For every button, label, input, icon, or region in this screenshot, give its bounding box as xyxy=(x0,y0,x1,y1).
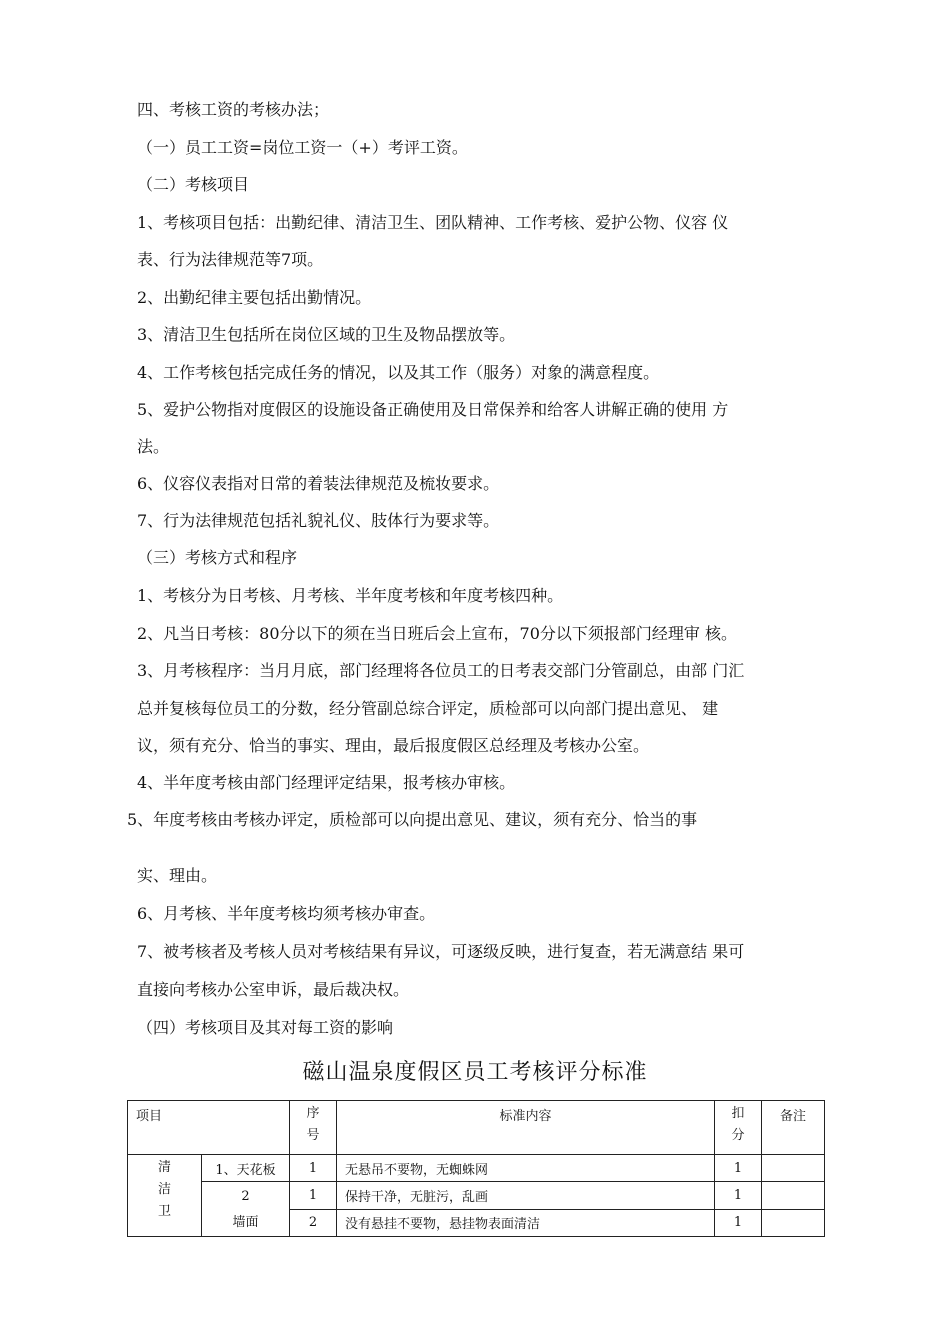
category-cell: 清 洁 卫 xyxy=(128,1155,202,1237)
paragraph: 直接向考核办公室申诉，最后裁决权。 xyxy=(137,980,410,999)
paragraph: 四、考核工资的考核办法； xyxy=(137,100,330,119)
row-content: 无悬吊不要物，无蜘蛛网 xyxy=(337,1155,715,1182)
row-remark xyxy=(762,1209,825,1237)
row-deduct: 1 xyxy=(715,1155,762,1182)
paragraph: 2、出勤纪律主要包括出勤情况。 xyxy=(137,288,372,307)
row-remark xyxy=(762,1182,825,1210)
paragraph: 7、被考核者及考核人员对考核结果有异议，可逐级反映，进行复查，若无满意结 果可 xyxy=(137,942,745,961)
header-item: 项目 xyxy=(128,1101,290,1155)
paragraph: 6、月考核、半年度考核均须考核办审查。 xyxy=(137,904,436,923)
paragraph: 表、行为法律规范等7项。 xyxy=(137,250,324,269)
paragraph: 4、工作考核包括完成任务的情况，以及其工作（服务）对象的满意程度。 xyxy=(137,363,660,382)
paragraph: （四）考核项目及其对每工资的影响 xyxy=(137,1018,394,1037)
row-deduct: 1 xyxy=(715,1182,762,1210)
header-remark: 备注 xyxy=(762,1101,825,1155)
header-content: 标准内容 xyxy=(337,1101,715,1155)
table-row xyxy=(128,1155,825,1182)
paragraph: 4、半年度考核由部门经理评定结果，报考核办审核。 xyxy=(137,773,516,792)
table-row xyxy=(128,1182,825,1210)
paragraph: （一）员工工资=岗位工资一（+）考评工资。 xyxy=(137,138,468,157)
paragraph: 2、凡当日考核：80分以下的须在当日班后会上宣布，70分以下须报部门经理审 核。 xyxy=(137,624,737,643)
paragraph: 总并复核每位员工的分数，经分管副总综合评定，质检部可以向部门提出意见、 建 xyxy=(137,699,719,718)
paragraph: 5、爱护公物指对度假区的设施设备正确使用及日常保养和给客人讲解正确的使用 方 xyxy=(137,400,729,419)
paragraph: 1、考核分为日考核、月考核、半年度考核和年度考核四种。 xyxy=(137,586,564,605)
row-content: 没有悬挂不要物，悬挂物表面清洁 xyxy=(337,1209,715,1237)
paragraph: 6、仪容仪表指对日常的着装法律规范及梳妆要求。 xyxy=(137,474,500,493)
row-remark xyxy=(762,1155,825,1182)
paragraph: 5、年度考核由考核办评定，质检部可以向提出意见、建议，须有充分、恰当的事 xyxy=(127,810,698,829)
paragraph: 实、理由。 xyxy=(137,866,218,885)
subcategory-wall: 2 墙面 xyxy=(202,1182,290,1237)
paragraph: 3、月考核程序：当月月底，部门经理将各位员工的日考表交部门分管副总，由部 门汇 xyxy=(137,661,745,680)
header-deduct: 扣 分 xyxy=(715,1101,762,1155)
table-header-row xyxy=(128,1101,825,1155)
row-seq: 1 xyxy=(290,1155,337,1182)
row-deduct: 1 xyxy=(715,1209,762,1237)
paragraph: 法。 xyxy=(137,437,170,456)
header-seq: 序 号 xyxy=(290,1101,337,1155)
subcategory-ceiling: 1、天花板 xyxy=(202,1155,290,1182)
paragraph: 1、考核项目包括：出勤纪律、清洁卫生、团队精神、工作考核、爱护公物、仪容 仪 xyxy=(137,213,729,232)
paragraph: （三）考核方式和程序 xyxy=(137,548,298,567)
paragraph: 3、清洁卫生包括所在岗位区域的卫生及物品摆放等。 xyxy=(137,325,516,344)
row-seq: 1 xyxy=(290,1182,337,1210)
paragraph: （二）考核项目 xyxy=(137,175,250,194)
scoring-table xyxy=(127,1100,825,1237)
paragraph: 7、行为法律规范包括礼貌礼仪、肢体行为要求等。 xyxy=(137,511,500,530)
row-content: 保持干净，无脏污，乱画 xyxy=(337,1182,715,1210)
row-seq: 2 xyxy=(290,1209,337,1237)
paragraph: 议，须有充分、恰当的事实、理由，最后报度假区总经理及考核办公室。 xyxy=(137,736,650,755)
table-title: 磁山温泉度假区员工考核评分标准 xyxy=(302,1060,648,1085)
